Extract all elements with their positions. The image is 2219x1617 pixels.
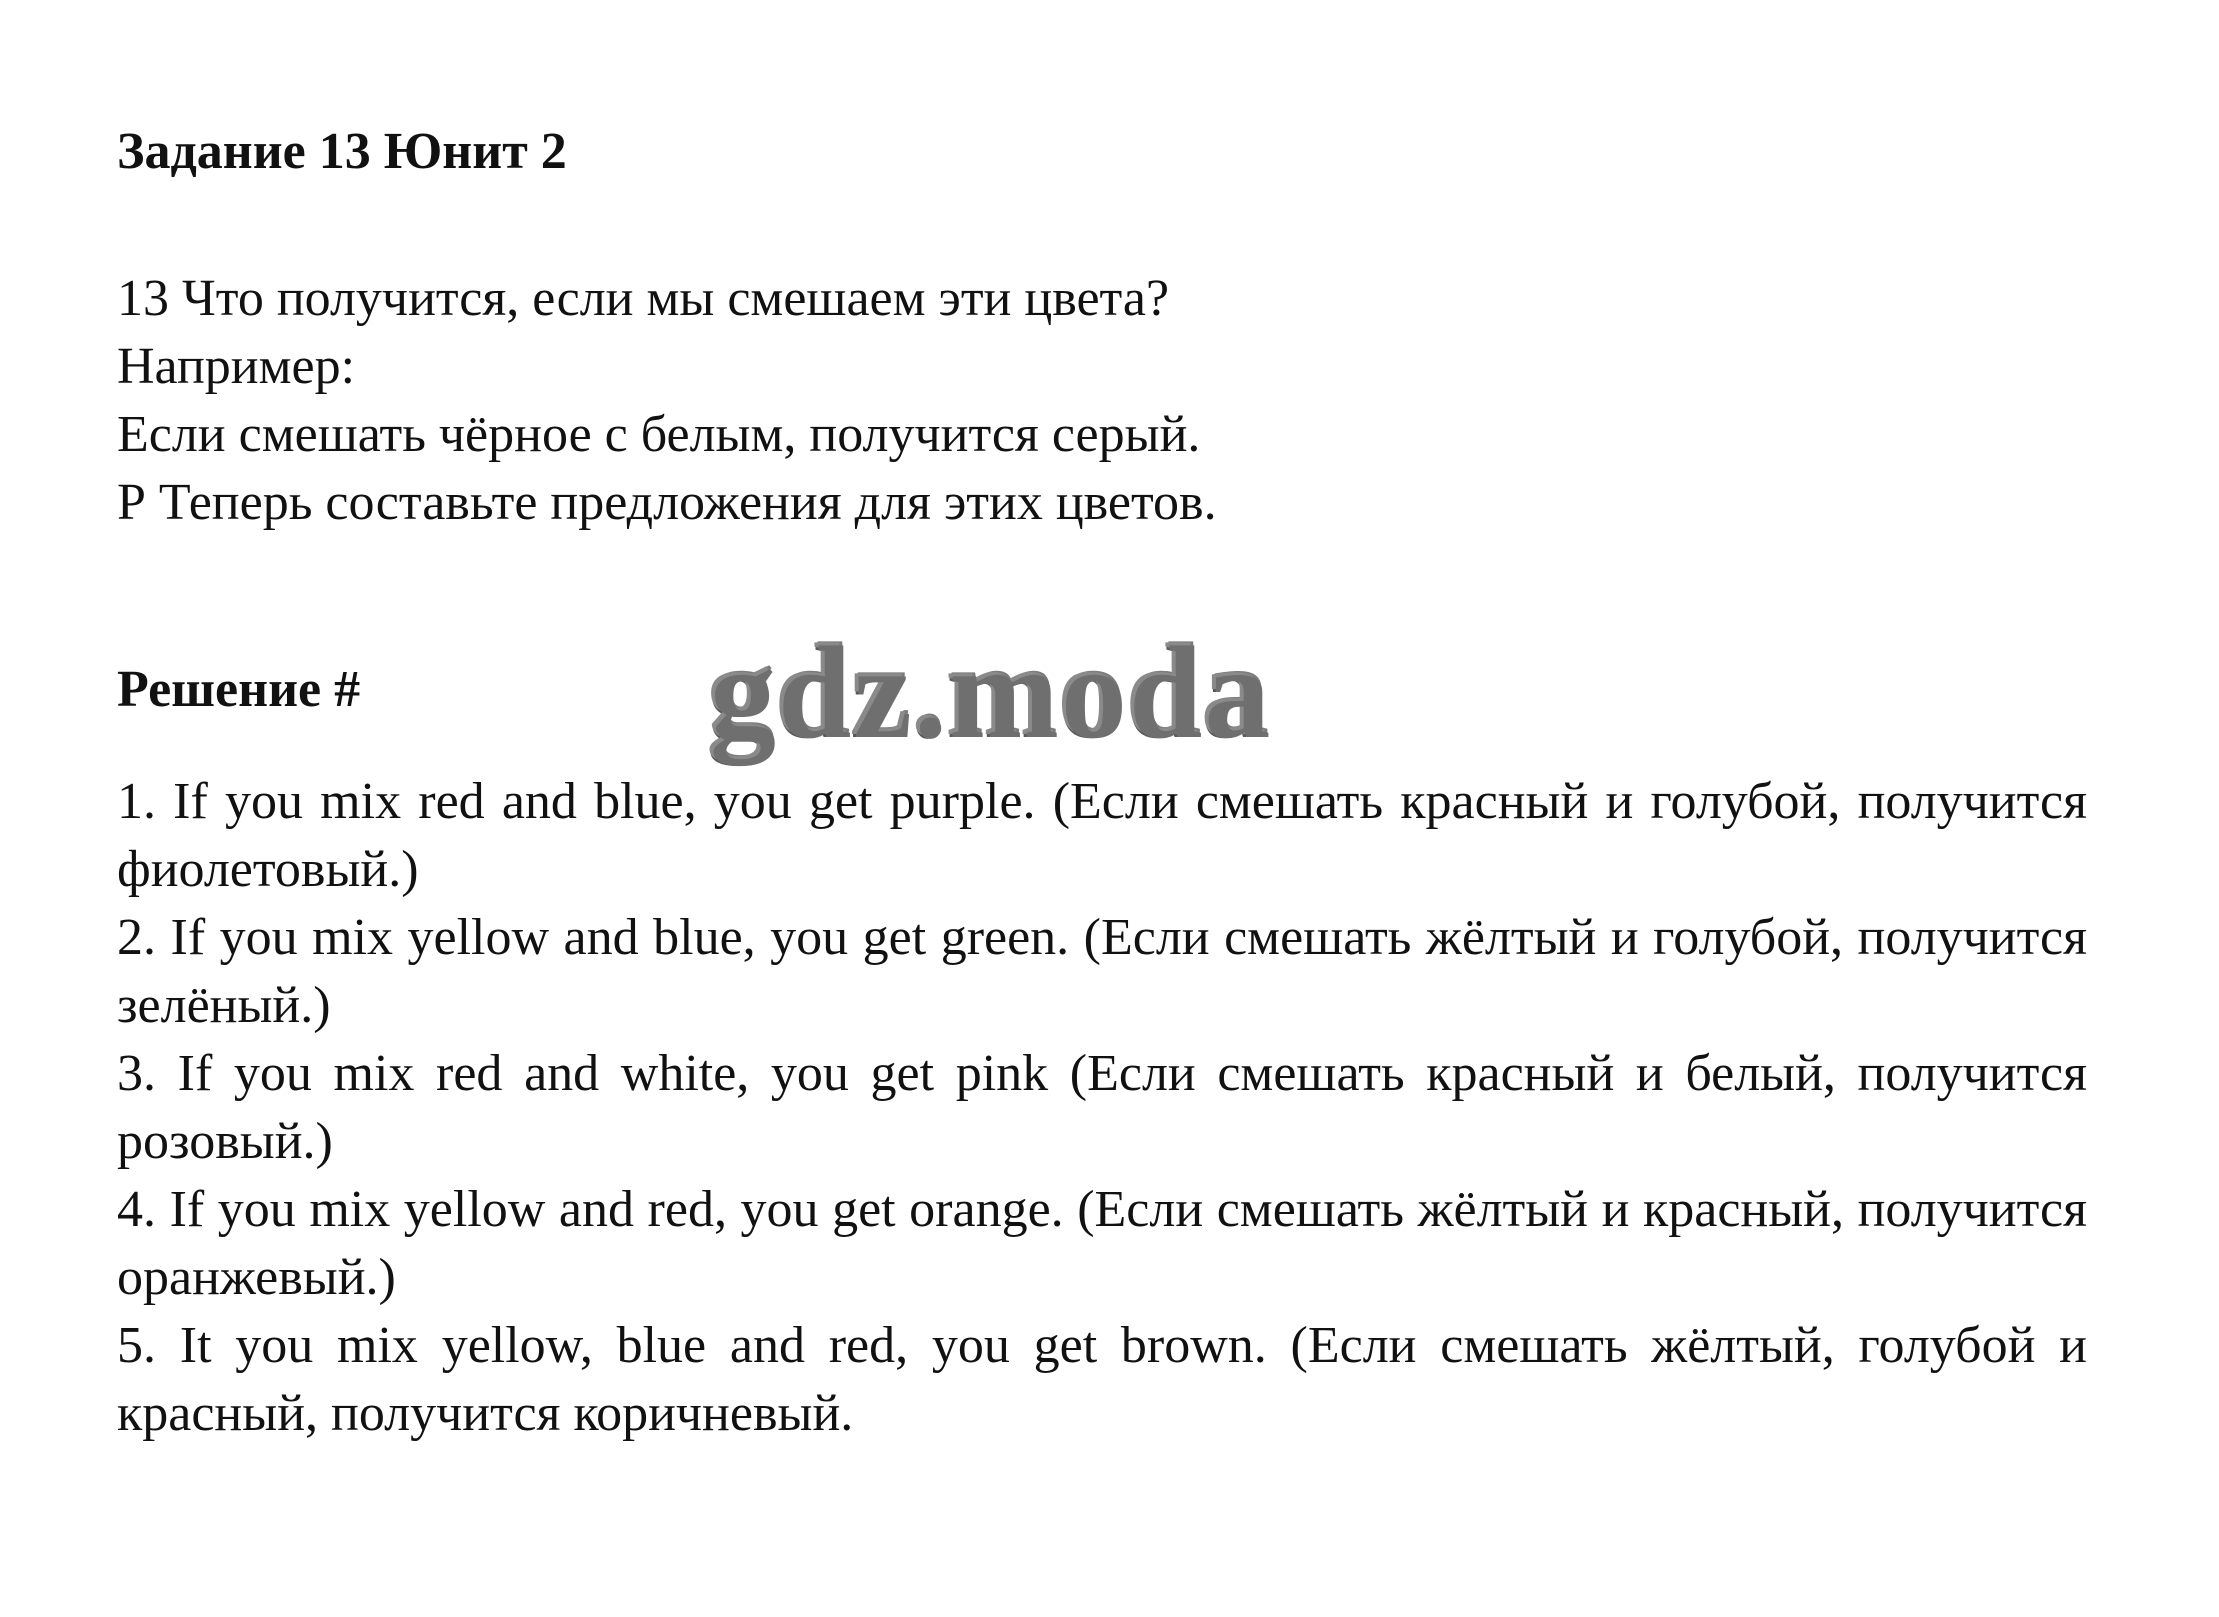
- solution-heading: Решение #: [117, 661, 361, 718]
- solution-list: [117, 768, 2087, 1448]
- task-line: Р Теперь составьте предложения для этих цветов.: [117, 474, 1217, 531]
- task-line: 13 Что получится, если мы смешаем эти цвета?: [117, 270, 1170, 327]
- task-line: Например:: [117, 338, 356, 395]
- page-title: Задание 13 Юнит 2: [117, 123, 567, 180]
- task-line: Если смешать чёрное с белым, получится серый.: [117, 406, 1201, 463]
- answer-item: 1. If you mix red and blue, you get purple. (Если смешать красный и голубой, получится фиолетовый.): [117, 773, 2087, 898]
- task-text: [117, 265, 2077, 537]
- answer-item: 4. If you mix yellow and red, you get orange. (Если смешать жёлтый и красный, получится оранжевый.): [117, 1181, 2087, 1306]
- answer-item: 2. If you mix yellow and blue, you get green. (Если смешать жёлтый и голубой, получится зелёный.): [117, 909, 2087, 1034]
- answer-item: 3. If you mix red and white, you get pink (Если смешать красный и белый, получится розовый.): [117, 1045, 2087, 1170]
- site-watermark: gdz.moda: [708, 617, 1271, 764]
- answer-item: 5. It you mix yellow, blue and red, you get brown. (Если смешать жёлтый, голубой и красный, получится коричневый.: [117, 1317, 2087, 1442]
